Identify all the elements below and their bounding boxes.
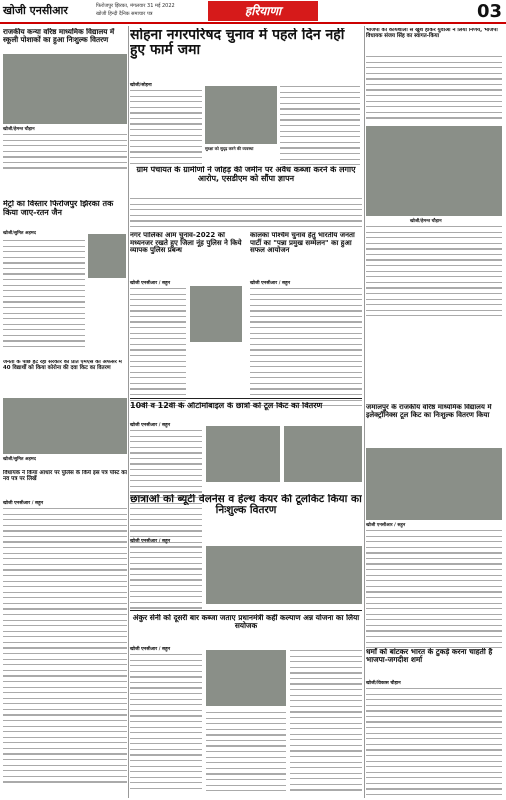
story-vidhayak [3, 470, 127, 498]
masthead-tagline: खोजी हिन्दी दैनिक समाचार पत्र [96, 11, 153, 17]
photo-jamalpur [366, 448, 502, 520]
story-kalka [250, 232, 362, 276]
story-body [366, 688, 502, 800]
story-school-uniform [3, 28, 127, 124]
story-body-3 [206, 712, 286, 796]
story-body [130, 288, 186, 411]
column-rule [364, 26, 365, 798]
section-label: हरियाणा [208, 1, 318, 21]
photo-caption: खोजी/हेमन्त चौहान [410, 219, 442, 224]
story-body [366, 56, 502, 123]
story-metro [3, 200, 127, 228]
photo-caption: खोजी/हेमन्त चौहान [3, 127, 35, 132]
lead-headline: सोहना नगरपरिषद चुनाव में पहले दिन नहीं हुए फार्म जमा [130, 28, 345, 59]
photo-caption: खोजी/सुमित अहमद [3, 231, 36, 236]
story-dateline: खोजी एनसीआर / सहुन [130, 539, 171, 544]
photo-ratan-jain [88, 234, 126, 278]
story-headline: जमालपुर के राजकीय वरिष्ठ माध्यमिक विद्यालय में इलेक्ट्रॉनिक्स टूल किट का निःशुल्क वितरण किया [366, 404, 492, 419]
story-headline: जनता के पीछे हट रहा सरकार की प्रति एमएस का अफसर में 40 विद्यार्थी को किया कोरोना की दवा किट का वितरण [3, 360, 122, 371]
story-body [130, 198, 362, 231]
story-headline: भाजपा की कार्यशाली से खुश होकर युवाओं ने लिया निर्णय, भाजपा विधायक संजय सिंह का स्वागत-किया [366, 28, 498, 39]
lead-body-col3 [280, 86, 360, 170]
photo-police-officer [190, 286, 242, 342]
photo-bjp-welcome [366, 126, 502, 216]
story-headline: राजकीय कन्या वरिष्ठ माध्यमिक विद्यालय में स्कूली पोशाकों का हुआ निःशुल्क वितरण [3, 28, 115, 44]
story-body [130, 546, 202, 613]
photo-lead [205, 86, 277, 144]
story-body-2 [290, 650, 362, 795]
story-dharm [366, 648, 502, 676]
lead-dateline: खोजी/सोहना [130, 83, 152, 88]
photo-caption: खोजी/सुमित अहमद [3, 457, 36, 462]
story-jamalpur-school [366, 404, 502, 444]
story-beauty-wellness [130, 494, 362, 534]
story-headline: कालका पश्चिम चुनाव हेतु भारतीय जनता पार्टी का "पन्ना प्रमुख सम्मेलन" का हुआ सफल आयोजन [250, 232, 355, 255]
story-body [130, 654, 202, 793]
story-headline: धर्मों को बांटकर भारत के टुकड़े करना चाहती है भाजपा-जगदीश शर्मा [366, 648, 493, 664]
story-body [366, 530, 502, 653]
story-headline: नगर पालिका आम चुनाव-2022 को मध्यनजर रखते हुए जिला नूंह पुलिस ने किये व्यापक पुलिस प्रबन्ध [130, 232, 242, 255]
photo-uniform-distribution [3, 54, 127, 124]
story-body [3, 134, 127, 173]
photo-toolkit-1 [206, 426, 280, 482]
story-body [130, 430, 202, 553]
story-gram-panchayat [130, 166, 362, 194]
photo-caption: खोजी एनसीआर / सहुन [366, 523, 406, 528]
story-toolkit [130, 402, 362, 420]
column-rule [128, 26, 129, 798]
lead-caption: सुरक्षा को सुदृढ़ करने की व्यवस्था [205, 146, 254, 151]
story-nagarpalika [130, 232, 246, 276]
photo-students [3, 398, 127, 454]
masthead-meta [96, 2, 175, 18]
divider [130, 610, 362, 611]
story-body [250, 288, 362, 411]
story-headline: विधायक ने किया आधार पर पुलिस के किये इस पत्र पोस्ट का नव पत्र पर लिखें [3, 470, 127, 483]
story-dateline: खोजी एनसीआर / सहुन [3, 501, 44, 506]
masthead-date: फिरोजपुर झिरका, मंगलवार 31 मई 2022 [96, 3, 175, 9]
story-dateline: खोजी एनसीआर / सहुन [250, 281, 291, 286]
story-dateline: खोजी एनसीआर / सहुन [130, 281, 171, 286]
story-dateline: खोजी एनसीआर / सहुन [130, 423, 171, 428]
story-headline: 10वीं व 12वीं के ऑटोमोबाइल के छात्रों को टूल किट का वितरण [130, 402, 323, 410]
photo-toolkit-2 [284, 426, 362, 482]
newspaper-logo: खोजी एनसीआर [3, 4, 68, 17]
page-number: 03 [476, 1, 502, 22]
story-body [3, 240, 85, 352]
masthead [0, 0, 506, 24]
story-medicine-kit [3, 360, 127, 396]
story-ankur-saini [130, 614, 362, 642]
story-headline: ग्राम पंचायत के ग्रामीणों ने जोहड़ की जमीन पर अवैध कब्जा करने के लगाए आरोप, एसडीएम को सौंपा ज्ञापन [136, 166, 356, 183]
lead-story [130, 28, 362, 80]
divider [130, 398, 362, 399]
story-body [3, 508, 127, 787]
story-dateline: खोजी एनसीआर / सहुन [130, 647, 171, 652]
photo-beauty-kit [206, 546, 362, 604]
story-headline: मेट्रो का विस्तार फिरोजपुर झिरका तक किया जाए-रतन जैन [3, 200, 114, 217]
story-body-2 [366, 226, 502, 321]
photo-ankur-saini [206, 650, 286, 706]
story-headline: छात्राओं को ब्यूटी वेलनेस व हेल्थ केयर की टूलकिट किया का निःशुल्क वितरण [130, 494, 362, 517]
story-dateline: खोजी/विकास चौहान [366, 681, 401, 686]
story-headline: अंकुर सेनी को दूसरी बार कब्जा जताए प्रधानमंत्री कहीं कल्याण अन्न योजना का लिया सयोजक [132, 614, 360, 630]
lead-body-col1 [130, 90, 202, 168]
